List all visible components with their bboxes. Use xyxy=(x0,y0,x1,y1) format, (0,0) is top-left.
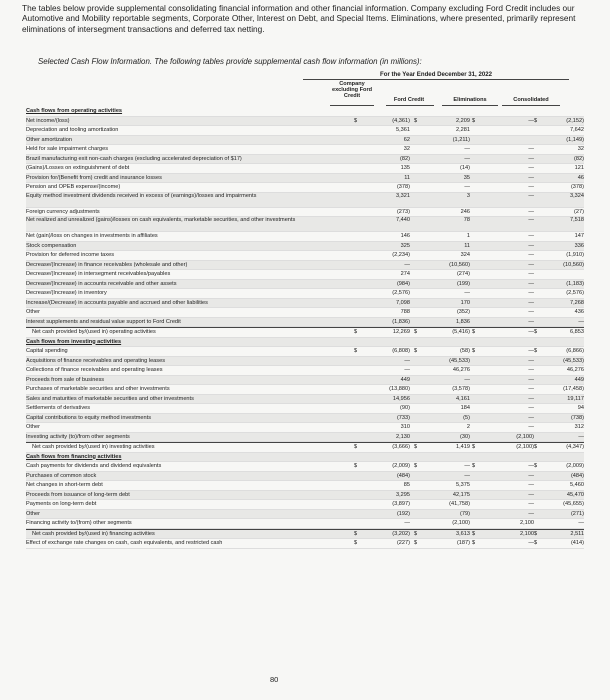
row-label: Proceeds from issuance of long-term debt xyxy=(26,491,130,498)
table-row xyxy=(26,472,584,482)
cell-company: (378) xyxy=(396,184,410,190)
period-underline xyxy=(303,79,569,80)
cell-company: (227) xyxy=(396,540,410,546)
cell-consolidated: (484) xyxy=(570,472,584,479)
cell-company: (984) xyxy=(396,280,410,287)
currency-symbol: $ xyxy=(534,444,538,450)
row-label: Net cash provided by/(used in) financing activities xyxy=(32,530,155,537)
cell-company: 3,321 xyxy=(396,192,410,199)
currency-symbol: $ xyxy=(534,463,538,469)
cell-consolidated: 449 xyxy=(574,376,584,383)
cell-company: (6,808) xyxy=(392,348,410,354)
cell-ford-credit: 5,375 xyxy=(456,482,470,488)
row-label: Net cash provided by/(used in) investing activities xyxy=(32,444,155,450)
cell-ford-credit: 324 xyxy=(460,252,470,258)
row-label: Foreign currency adjustments xyxy=(26,208,100,215)
table-row xyxy=(26,414,584,424)
cell-ford-credit: 246 xyxy=(460,208,470,215)
cell-eliminations: — xyxy=(528,208,534,215)
cell-consolidated: 312 xyxy=(574,424,584,430)
row-label: Collections of finance receivables and operating leases xyxy=(26,367,163,373)
cash-flow-table xyxy=(26,107,584,549)
currency-symbol: $ xyxy=(534,329,538,335)
cell-consolidated: (1,149) xyxy=(566,136,584,143)
currency-symbol: $ xyxy=(354,540,358,546)
page-number: 80 xyxy=(270,675,279,684)
currency-symbol: $ xyxy=(354,530,358,537)
currency-symbol: $ xyxy=(354,463,358,469)
col-underline xyxy=(386,105,434,106)
table-row xyxy=(26,308,584,318)
cell-ford-credit: 46,276 xyxy=(452,367,470,373)
cell-consolidated: 6,853 xyxy=(570,329,584,335)
cell-company: — xyxy=(404,520,410,526)
row-label: Cash flows from financing activities xyxy=(26,453,122,460)
currency-symbol: $ xyxy=(534,530,538,537)
cell-eliminations: — xyxy=(528,405,534,411)
row-label: Payments on long-term debt xyxy=(26,501,97,507)
cell-consolidated: 7,518 xyxy=(570,217,584,223)
row-label: Provision for/(Benefit from) credit and insurance losses xyxy=(26,174,162,181)
cell-eliminations: — xyxy=(528,299,534,306)
cell-company: 788 xyxy=(400,309,410,315)
row-label: Cash flows from operating activities xyxy=(26,108,123,114)
currency-symbol: $ xyxy=(472,463,476,469)
row-label: Equity method investment dividends received in excess of (earnings)/losses and impairments xyxy=(26,192,257,199)
cell-eliminations: — xyxy=(528,424,534,430)
cell-ford-credit: (79) xyxy=(460,510,470,517)
period-header: For the Year Ended December 31, 2022 xyxy=(380,71,492,78)
row-label: Capital contributions to equity method investments xyxy=(26,414,151,421)
table-row xyxy=(26,126,584,136)
cell-consolidated: (2,152) xyxy=(566,117,584,124)
cell-eliminations: — xyxy=(528,491,534,498)
table-row xyxy=(26,280,584,290)
row-label: Other amortization xyxy=(26,136,73,143)
cell-ford-credit: (1,211) xyxy=(452,136,470,143)
row-label: Net changes in short-term debt xyxy=(26,482,103,488)
cell-consolidated: — xyxy=(578,318,584,325)
cell-consolidated: 5,460 xyxy=(570,482,584,488)
cell-company: 3,295 xyxy=(396,491,410,498)
cell-company: (192) xyxy=(396,510,410,517)
cell-ford-credit: 4,161 xyxy=(456,395,470,402)
row-label: Provision for deferred income taxes xyxy=(26,252,114,258)
cell-eliminations: 2,100 xyxy=(520,530,534,537)
currency-symbol: $ xyxy=(472,348,476,354)
table-row xyxy=(26,145,584,155)
cell-ford-credit: 3 xyxy=(466,192,470,199)
cell-eliminations: — xyxy=(528,329,534,335)
row-label: Investing activity (to)/from other segments xyxy=(26,433,130,440)
row-label: Decrease/(Increase) in inventory xyxy=(26,290,107,296)
table-row xyxy=(26,242,584,252)
cell-ford-credit: (352) xyxy=(456,309,470,315)
cell-company: (2,234) xyxy=(392,252,410,258)
col-underline xyxy=(502,105,560,106)
cell-consolidated: 121 xyxy=(574,165,584,171)
cell-ford-credit: 170 xyxy=(460,299,470,306)
cell-eliminations: — xyxy=(528,271,534,277)
cell-company: (4,361) xyxy=(392,117,410,124)
cell-company: (2,576) xyxy=(392,290,410,296)
currency-symbol: $ xyxy=(534,540,538,546)
cell-consolidated: (1,910) xyxy=(566,252,584,258)
cell-eliminations: — xyxy=(528,252,534,258)
cell-company: 135 xyxy=(400,165,410,171)
cell-ford-credit: (58) xyxy=(460,348,470,354)
row-label: Other xyxy=(26,424,40,430)
cell-company: 7,098 xyxy=(396,299,410,306)
cell-company: — xyxy=(404,261,410,268)
cell-company: (3,202) xyxy=(392,530,410,537)
row-label: Purchases of marketable securities and other investments xyxy=(26,386,170,392)
currency-symbol: $ xyxy=(472,530,476,537)
col-header-ford-credit: Ford Credit xyxy=(393,97,425,103)
table-row xyxy=(26,462,584,472)
cell-eliminations: — xyxy=(528,501,534,507)
table-row xyxy=(26,366,584,376)
cell-eliminations: — xyxy=(528,510,534,517)
cell-ford-credit: 11 xyxy=(464,242,470,249)
cell-ford-credit: 35 xyxy=(463,174,470,181)
row-label: Net (gain)/loss on changes in investments in affiliates xyxy=(26,233,158,239)
cell-consolidated: — xyxy=(578,433,584,440)
cell-eliminations: — xyxy=(528,117,534,124)
currency-symbol: $ xyxy=(354,348,358,354)
currency-symbol: $ xyxy=(472,444,476,450)
cell-company: 325 xyxy=(400,242,410,249)
table-row xyxy=(26,251,584,261)
row-label: Interest supplements and residual value support to Ford Credit xyxy=(26,318,181,325)
table-row xyxy=(26,289,584,299)
cell-consolidated: 94 xyxy=(577,405,584,411)
cell-ford-credit: (199) xyxy=(456,280,470,287)
cell-consolidated: (738) xyxy=(570,414,584,421)
table-row xyxy=(26,183,584,193)
cell-eliminations: — xyxy=(528,174,534,181)
col-header-eliminations: Eliminations xyxy=(453,97,487,103)
table-row xyxy=(26,208,584,218)
row-label: Other xyxy=(26,510,40,517)
currency-symbol: $ xyxy=(414,329,418,335)
table-row xyxy=(26,164,584,174)
table-row xyxy=(26,318,584,328)
table-row xyxy=(26,376,584,386)
cell-company: — xyxy=(404,367,410,373)
cell-company: 274 xyxy=(400,271,410,277)
cell-consolidated: 147 xyxy=(574,233,584,239)
table-row xyxy=(26,404,584,414)
cell-consolidated: 7,268 xyxy=(570,299,584,306)
row-label: Net cash provided by/(used in) operating activities xyxy=(32,329,156,335)
cell-consolidated: 2,511 xyxy=(570,530,584,537)
currency-symbol: $ xyxy=(534,348,538,354)
cell-eliminations: — xyxy=(528,290,534,296)
cell-consolidated: (414) xyxy=(570,540,584,546)
cell-eliminations: — xyxy=(528,463,534,469)
table-row xyxy=(26,174,584,184)
cell-company: 12,269 xyxy=(392,329,410,335)
col-header-company: Company excluding Ford Credit xyxy=(331,81,373,99)
row-label: Decrease/(Increase) in intersegment receivables/payables xyxy=(26,271,171,277)
cell-ford-credit: 1,419 xyxy=(456,444,470,450)
cell-consolidated: (4,347) xyxy=(566,444,584,450)
table-row xyxy=(26,481,584,491)
table-row xyxy=(26,357,584,367)
row-label: Settlements of derivatives xyxy=(26,405,91,411)
cell-eliminations: — xyxy=(528,192,534,199)
row-label: Purchases of common stock xyxy=(26,472,97,479)
row-label: Decrease/(Increase) in finance receivables (wholesale and other) xyxy=(26,261,188,268)
cell-eliminations: — xyxy=(528,217,534,223)
table-row xyxy=(26,423,584,433)
currency-symbol: $ xyxy=(414,530,418,537)
currency-symbol: $ xyxy=(354,329,358,335)
cell-company: 11 xyxy=(404,174,410,181)
table-row xyxy=(26,539,584,549)
row-label: Net realized and unrealized (gains)/losses on cash equivalents, marketable securities, and other investments xyxy=(26,217,296,223)
cell-consolidated: (1,183) xyxy=(566,280,584,287)
row-label: Effect of exchange rate changes on cash, cash equivalents, and restricted cash xyxy=(26,540,223,546)
currency-symbol: $ xyxy=(472,329,476,335)
cell-eliminations: — xyxy=(528,357,534,364)
cell-company: (484) xyxy=(396,472,410,479)
cell-company: 5,361 xyxy=(396,127,410,133)
row-label: Sales and maturities of marketable securities and other investments xyxy=(26,395,194,402)
cell-ford-credit: — xyxy=(464,376,470,383)
cell-ford-credit: (274) xyxy=(456,271,470,277)
row-label: Depreciation and tooling amortization xyxy=(26,127,119,133)
cell-ford-credit: 2,281 xyxy=(456,127,470,133)
currency-symbol: $ xyxy=(472,540,476,546)
cell-ford-credit: 184 xyxy=(460,405,470,411)
cell-ford-credit: (5,416) xyxy=(452,329,470,335)
cell-ford-credit: 2,209 xyxy=(456,117,470,124)
cell-ford-credit: 1 xyxy=(466,233,470,239)
cell-company: 85 xyxy=(403,482,410,488)
cell-eliminations: — xyxy=(528,242,534,249)
cell-eliminations: — xyxy=(528,482,534,488)
cell-ford-credit: — xyxy=(464,463,470,469)
table-row xyxy=(26,270,584,280)
cell-ford-credit: (41,758) xyxy=(449,501,470,507)
cell-eliminations: (2,100) xyxy=(516,444,534,450)
row-label: Pension and OPEB expense/(income) xyxy=(26,184,121,190)
cell-ford-credit: — xyxy=(464,472,470,479)
cell-ford-credit: (45,533) xyxy=(449,357,470,364)
row-label: Cash flows from investing activities xyxy=(26,338,122,345)
cell-eliminations: (2,100) xyxy=(516,433,534,440)
cell-ford-credit: — xyxy=(464,155,470,162)
row-label: Decrease/(Increase) in accounts receivable and other assets xyxy=(26,280,177,287)
cell-ford-credit: 3,613 xyxy=(456,530,470,537)
cell-company: (13,880) xyxy=(389,386,410,392)
cell-eliminations: 2,100 xyxy=(520,520,534,526)
cell-consolidated: 19,117 xyxy=(567,395,584,402)
cell-ford-credit: (3,578) xyxy=(452,386,470,392)
cell-company: (90) xyxy=(400,405,410,411)
cell-ford-credit: — xyxy=(464,184,470,190)
table-row xyxy=(26,136,584,146)
cell-ford-credit: (2,100) xyxy=(452,520,470,526)
cell-ford-credit: 1,836 xyxy=(456,318,470,325)
cell-consolidated: 46,276 xyxy=(566,367,584,373)
section-subtitle: Selected Cash Flow Information. The following tables provide supplemental cash flow information (in millions): xyxy=(38,57,422,66)
cell-company: — xyxy=(404,357,410,364)
cell-eliminations: — xyxy=(528,376,534,383)
cell-consolidated: 436 xyxy=(574,309,584,315)
cell-consolidated: (17,458) xyxy=(563,386,584,392)
cell-ford-credit: (187) xyxy=(456,540,470,546)
cell-ford-credit: (30) xyxy=(460,433,470,440)
cell-company: 7,440 xyxy=(396,217,410,223)
cell-consolidated: (6,866) xyxy=(566,348,584,354)
currency-symbol: $ xyxy=(414,540,418,546)
col-underline xyxy=(442,105,498,106)
cell-company: (3,897) xyxy=(392,501,410,507)
cell-eliminations: — xyxy=(528,318,534,325)
currency-symbol: $ xyxy=(414,463,418,469)
cell-consolidated: — xyxy=(578,520,584,526)
cell-ford-credit: (5) xyxy=(463,414,470,421)
table-row xyxy=(26,519,584,529)
cell-consolidated: 7,642 xyxy=(570,127,584,133)
row-label: Held for sale impairment charges xyxy=(26,146,109,152)
table-row xyxy=(26,385,584,395)
cell-consolidated: (45,533) xyxy=(563,357,584,364)
table-row xyxy=(26,347,584,357)
cell-consolidated: (27) xyxy=(574,208,584,215)
row-label: Stock compensation xyxy=(26,242,77,249)
row-label: Capital spending xyxy=(26,348,68,354)
cell-consolidated: (378) xyxy=(570,184,584,190)
cell-company: 32 xyxy=(403,146,410,152)
row-label: Net income/(loss) xyxy=(26,117,70,124)
currency-symbol: $ xyxy=(414,348,418,354)
table-row xyxy=(26,500,584,510)
cell-company: 146 xyxy=(400,233,410,239)
cell-eliminations: — xyxy=(528,280,534,287)
cell-eliminations: — xyxy=(528,395,534,402)
cell-eliminations: — xyxy=(528,309,534,315)
cell-consolidated: (2,009) xyxy=(566,463,584,469)
col-underline xyxy=(330,105,374,106)
cell-ford-credit: (14) xyxy=(460,165,470,171)
subtotal-row xyxy=(26,529,584,540)
table-row xyxy=(26,261,584,271)
cell-eliminations: — xyxy=(528,261,534,268)
cell-ford-credit: 42,175 xyxy=(452,491,470,498)
row-label: Increase/(Decrease) in accounts payable and accrued and other liabilities xyxy=(26,299,208,306)
table-row xyxy=(26,491,584,501)
cell-ford-credit: 78 xyxy=(463,217,470,223)
table-row xyxy=(26,299,584,309)
row-label: Financing activity to/(from) other segments xyxy=(26,520,132,526)
cell-eliminations: — xyxy=(528,414,534,421)
row-label: Proceeds from sale of business xyxy=(26,376,105,383)
currency-symbol: $ xyxy=(414,117,418,124)
table-row xyxy=(26,433,584,443)
cell-company: 310 xyxy=(400,424,410,430)
cell-eliminations: — xyxy=(528,540,534,546)
cell-ford-credit: — xyxy=(464,146,470,152)
cell-company: 14,956 xyxy=(392,395,410,402)
cell-eliminations: — xyxy=(528,367,534,373)
cell-company: (1,836) xyxy=(392,318,410,325)
row-label: Brazil manufacturing exit non-cash charges (excluding accelerated depreciation of $17) xyxy=(26,155,242,162)
cell-eliminations: — xyxy=(528,146,534,152)
section-heading-row xyxy=(26,107,584,117)
table-row xyxy=(26,155,584,165)
cell-ford-credit: (10,560) xyxy=(449,261,470,268)
cell-consolidated: (271) xyxy=(570,510,584,517)
cell-company: (2,009) xyxy=(392,463,410,469)
row-label: (Gains)/Losses on extinguishment of debt xyxy=(26,165,130,171)
cell-consolidated: (82) xyxy=(574,155,584,162)
table-row xyxy=(26,232,584,242)
cell-consolidated: (10,560) xyxy=(563,261,584,268)
cell-consolidated: 46 xyxy=(577,174,584,181)
table-row xyxy=(26,193,584,208)
cell-company: (82) xyxy=(400,155,410,162)
table-row xyxy=(26,117,584,127)
subtotal-row xyxy=(26,442,584,453)
cell-ford-credit: 2 xyxy=(466,424,470,430)
table-row xyxy=(26,510,584,520)
cell-company: 62 xyxy=(403,136,410,143)
cell-consolidated: 45,470 xyxy=(566,491,584,498)
table-row xyxy=(26,217,584,232)
col-header-consolidated: Consolidated xyxy=(513,97,549,103)
row-label: Acquisitions of finance receivables and operating leases xyxy=(26,357,165,364)
cell-consolidated: (45,655) xyxy=(563,501,584,507)
cell-company: (733) xyxy=(396,414,410,421)
cell-company: 449 xyxy=(400,376,410,383)
cell-consolidated: (2,576) xyxy=(566,290,584,296)
cell-ford-credit: — xyxy=(464,290,470,296)
cell-company: (273) xyxy=(396,208,410,215)
cell-consolidated: 32 xyxy=(577,146,584,152)
cell-eliminations: — xyxy=(528,184,534,190)
currency-symbol: $ xyxy=(472,117,476,124)
section-heading-row xyxy=(26,338,584,348)
cell-eliminations: — xyxy=(528,472,534,479)
subtotal-row xyxy=(26,327,584,338)
row-label: Other xyxy=(26,309,40,315)
currency-symbol: $ xyxy=(354,444,358,450)
cell-eliminations: — xyxy=(528,348,534,354)
currency-symbol: $ xyxy=(414,444,418,450)
cell-consolidated: 336 xyxy=(574,242,584,249)
cell-eliminations: — xyxy=(528,233,534,239)
section-heading-row xyxy=(26,453,584,463)
cell-eliminations: — xyxy=(528,386,534,392)
cell-eliminations: — xyxy=(528,165,534,171)
cell-consolidated: 3,324 xyxy=(570,192,584,199)
cell-company: (3,666) xyxy=(392,444,410,450)
cell-eliminations: — xyxy=(528,155,534,162)
row-label: Cash payments for dividends and dividend equivalents xyxy=(26,463,162,469)
cell-company: 2,130 xyxy=(396,433,410,440)
intro-paragraph: The tables below provide supplemental consolidating financial information and other financial information. Company excluding Ford Credit includes our Automotive and Mobility reportable segments, Corporate Other, Interest on Debt, and Special Items. Eliminations, where presented, primarily represent eliminations of intersegment transactions and deferred tax netting. xyxy=(22,3,576,34)
table-row xyxy=(26,395,584,405)
currency-symbol: $ xyxy=(534,117,538,124)
currency-symbol: $ xyxy=(354,117,358,124)
